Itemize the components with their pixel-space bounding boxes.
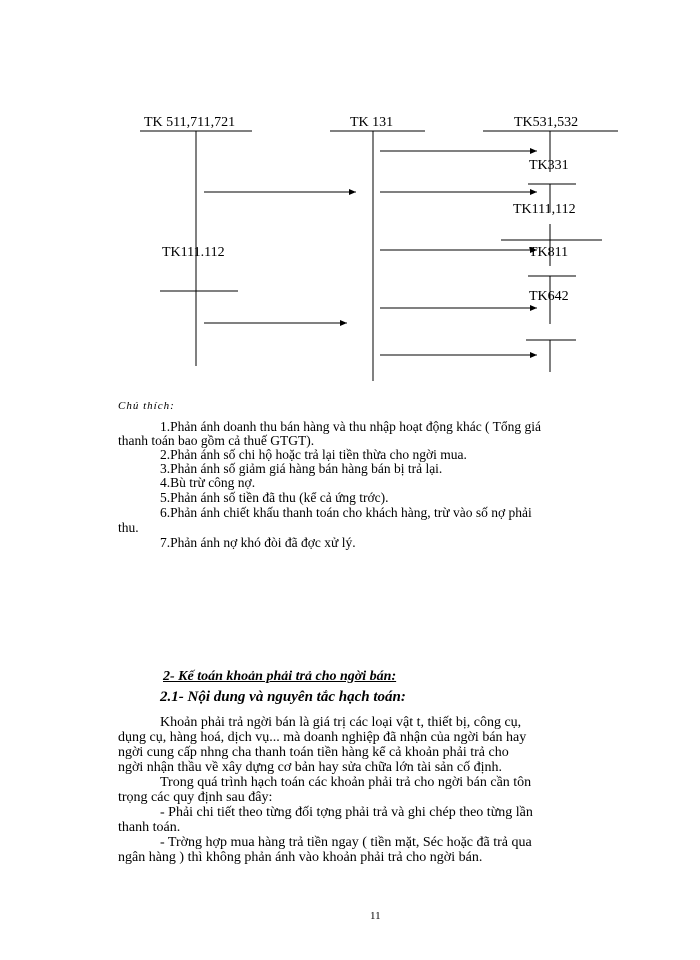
note-line-1: 1.Phản ánh doanh thu bán hàng và thu nhập hoạt động khác ( Tổng giá [160,419,542,434]
label-tk531: TK531,532 [514,115,579,130]
body-line-9: - Trờng hợp mua hàng trả tiền ngay ( tiền mặt, Séc hoặc đã trả qua [160,835,532,850]
notes-title: Chú thích: [118,400,175,412]
label-tk111-left: TK111.112 [162,245,225,260]
note-line-5: 4.Bù trừ công nợ. [160,475,256,490]
body-line-2: dụng cụ, hàng hoá, dịch vụ... mà doanh nghiệp đã nhận của ngời bán hay [118,730,527,745]
body-line-10: ngân hàng ) thì không phản ánh vào khoản phải trả cho ngời bán. [118,850,483,865]
label-tk811: TK811 [529,245,569,260]
label-tk111-right: TK111,112 [513,202,576,217]
label-tk642: TK642 [529,289,569,304]
page-number: 11 [370,910,381,922]
body-line-3: ngời cung cấp nhng cha thanh toán tiền hàng kể cả khoản phải trả cho [118,745,509,760]
label-tk331: TK331 [529,158,569,173]
note-line-3: 2.Phản ánh số chi hộ hoặc trả lại tiền thừa cho ngời mua. [160,447,467,462]
note-line-7: 6.Phản ánh chiết khấu thanh toán cho khách hàng, trừ vào số nợ phải [160,505,532,520]
note-line-2: thanh toán bao gồm cả thuế GTGT). [118,433,315,448]
body-line-5: Trong quá trình hạch toán các khoản phải trả cho ngời bán cần tôn [160,775,532,790]
body-line-1: Khoản phải trả ngời bán là giá trị các loại vật t, thiết bị, công cụ, [160,715,522,730]
note-line-9: 7.Phản ánh nợ khó đòi đã đợc xử lý. [160,535,356,550]
body-line-6: trọng các quy định sau đây: [118,790,273,805]
note-line-6: 5.Phản ánh số tiền đã thu (kể cả ứng trớc). [160,490,389,505]
t-account-diagram [0,0,700,400]
note-line-4: 3.Phản ánh số giảm giá hàng bán hàng bán bị trả lại. [160,461,443,476]
body-line-8: thanh toán. [118,820,181,835]
section-heading: 2- Kế toán khoản phải trả cho ngời bán: [163,669,397,684]
section-subheading: 2.1- Nội dung và nguyên tắc hạch toán: [160,689,406,705]
note-line-8: thu. [118,520,139,535]
body-line-4: ngời nhận thầu về xây dựng cơ bản hay sửa chữa lớn tài sản cố định. [118,760,502,775]
body-line-7: - Phải chi tiết theo từng đối tợng phải trả và ghi chép theo từng lần [160,805,533,820]
label-tk131: TK 131 [350,115,394,130]
label-tk511: TK 511,711,721 [144,115,236,130]
